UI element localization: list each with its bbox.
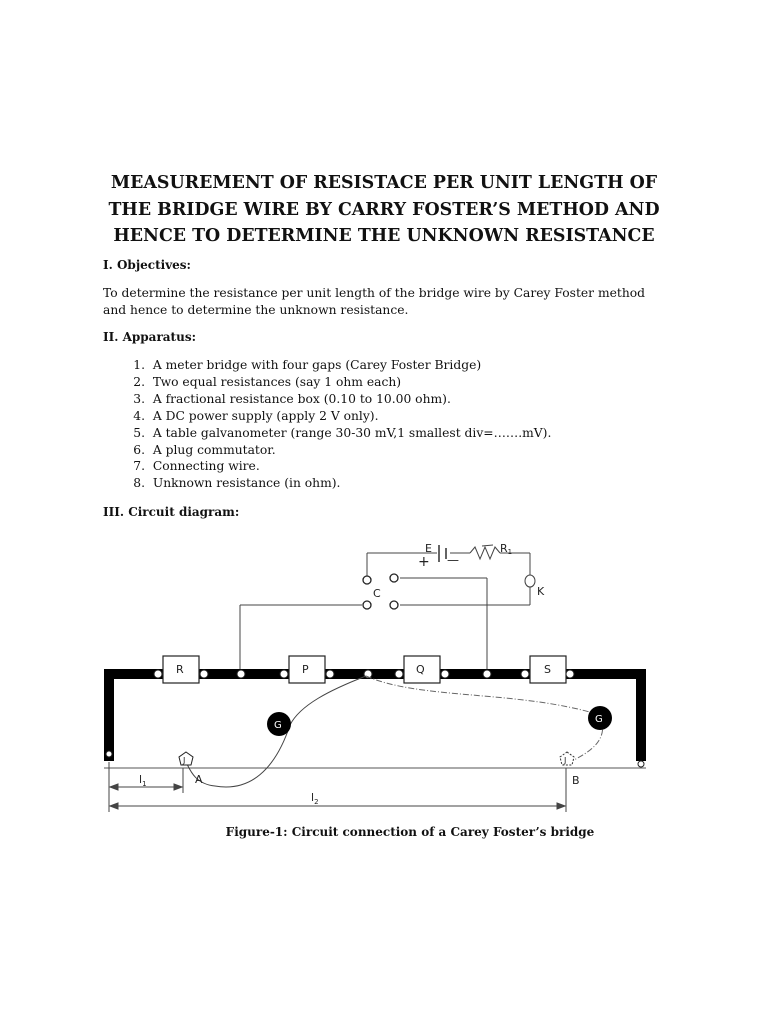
- list-item: 1. A meter bridge with four gaps (Carey Foster Bridge): [133, 358, 482, 372]
- jockey-left-label: J: [183, 756, 186, 765]
- box-label-P: P: [302, 663, 309, 676]
- rheostat-label: R1: [500, 542, 513, 556]
- box-label-R: R: [176, 663, 184, 676]
- battery-minus-label: —: [447, 553, 459, 567]
- galvanometer-lead-right: [366, 676, 603, 762]
- list-item: 7. Connecting wire.: [133, 459, 260, 474]
- dimension-lines: [109, 762, 566, 812]
- point-B-label: B: [572, 774, 580, 787]
- key-label: K: [537, 585, 545, 598]
- galvanometer-right-label: G: [595, 714, 603, 725]
- battery-label-E: E: [425, 542, 432, 555]
- length-l2-label: $l_2$: [311, 791, 319, 806]
- objectives-heading: I. Objectives:: [103, 258, 191, 272]
- length-l1-label: $l_1$: [139, 773, 147, 788]
- box-label-Q: Q: [416, 663, 425, 676]
- point-A-label: A: [195, 773, 203, 786]
- battery-plus-label: +: [418, 554, 430, 570]
- box-label-S: S: [544, 663, 551, 676]
- title-line-2: THE BRIDGE WIRE BY CARRY FOSTER’S METHOD AND: [108, 199, 660, 220]
- key-plug: [525, 575, 535, 587]
- galvanometer-left-label: G: [274, 720, 282, 731]
- apparatus-heading: II. Apparatus:: [103, 330, 196, 344]
- circuit-heading: III. Circuit diagram:: [103, 505, 240, 519]
- jockey-right: [560, 752, 574, 765]
- commutator-label: C: [373, 587, 381, 600]
- power-loop: [240, 545, 530, 672]
- list-item: 2. Two equal resistances (say 1 ohm each): [133, 374, 402, 389]
- list-item: 8. Unknown resistance (in ohm).: [133, 476, 341, 491]
- list-item: 3. A fractional resistance box (0.10 to 10.00 ohm).: [133, 391, 451, 406]
- objectives-line-2: and hence to determine the unknown resistance.: [103, 303, 409, 317]
- title-line-3: HENCE TO DETERMINE THE UNKNOWN RESISTANCE: [113, 226, 655, 246]
- list-item: 6. A plug commutator.: [133, 442, 276, 457]
- objectives-line-1: To determine the resistance per unit length of the bridge wire by Carey Foster method: [103, 286, 646, 300]
- jockey-right-label: J: [564, 756, 567, 765]
- battery: [439, 545, 446, 562]
- title-line-1: MEASUREMENT OF RESISTACE PER UNIT LENGTH OF: [110, 173, 658, 193]
- list-item: 5. A table galvanometer (range 30-30 mV,1 smallest div=…….mV).: [133, 425, 552, 440]
- figure-caption: Figure-1: Circuit connection of a Carey Foster’s bridge: [225, 825, 595, 839]
- list-item: 4. A DC power supply (apply 2 V only).: [133, 408, 379, 423]
- jockey-left: [179, 752, 193, 765]
